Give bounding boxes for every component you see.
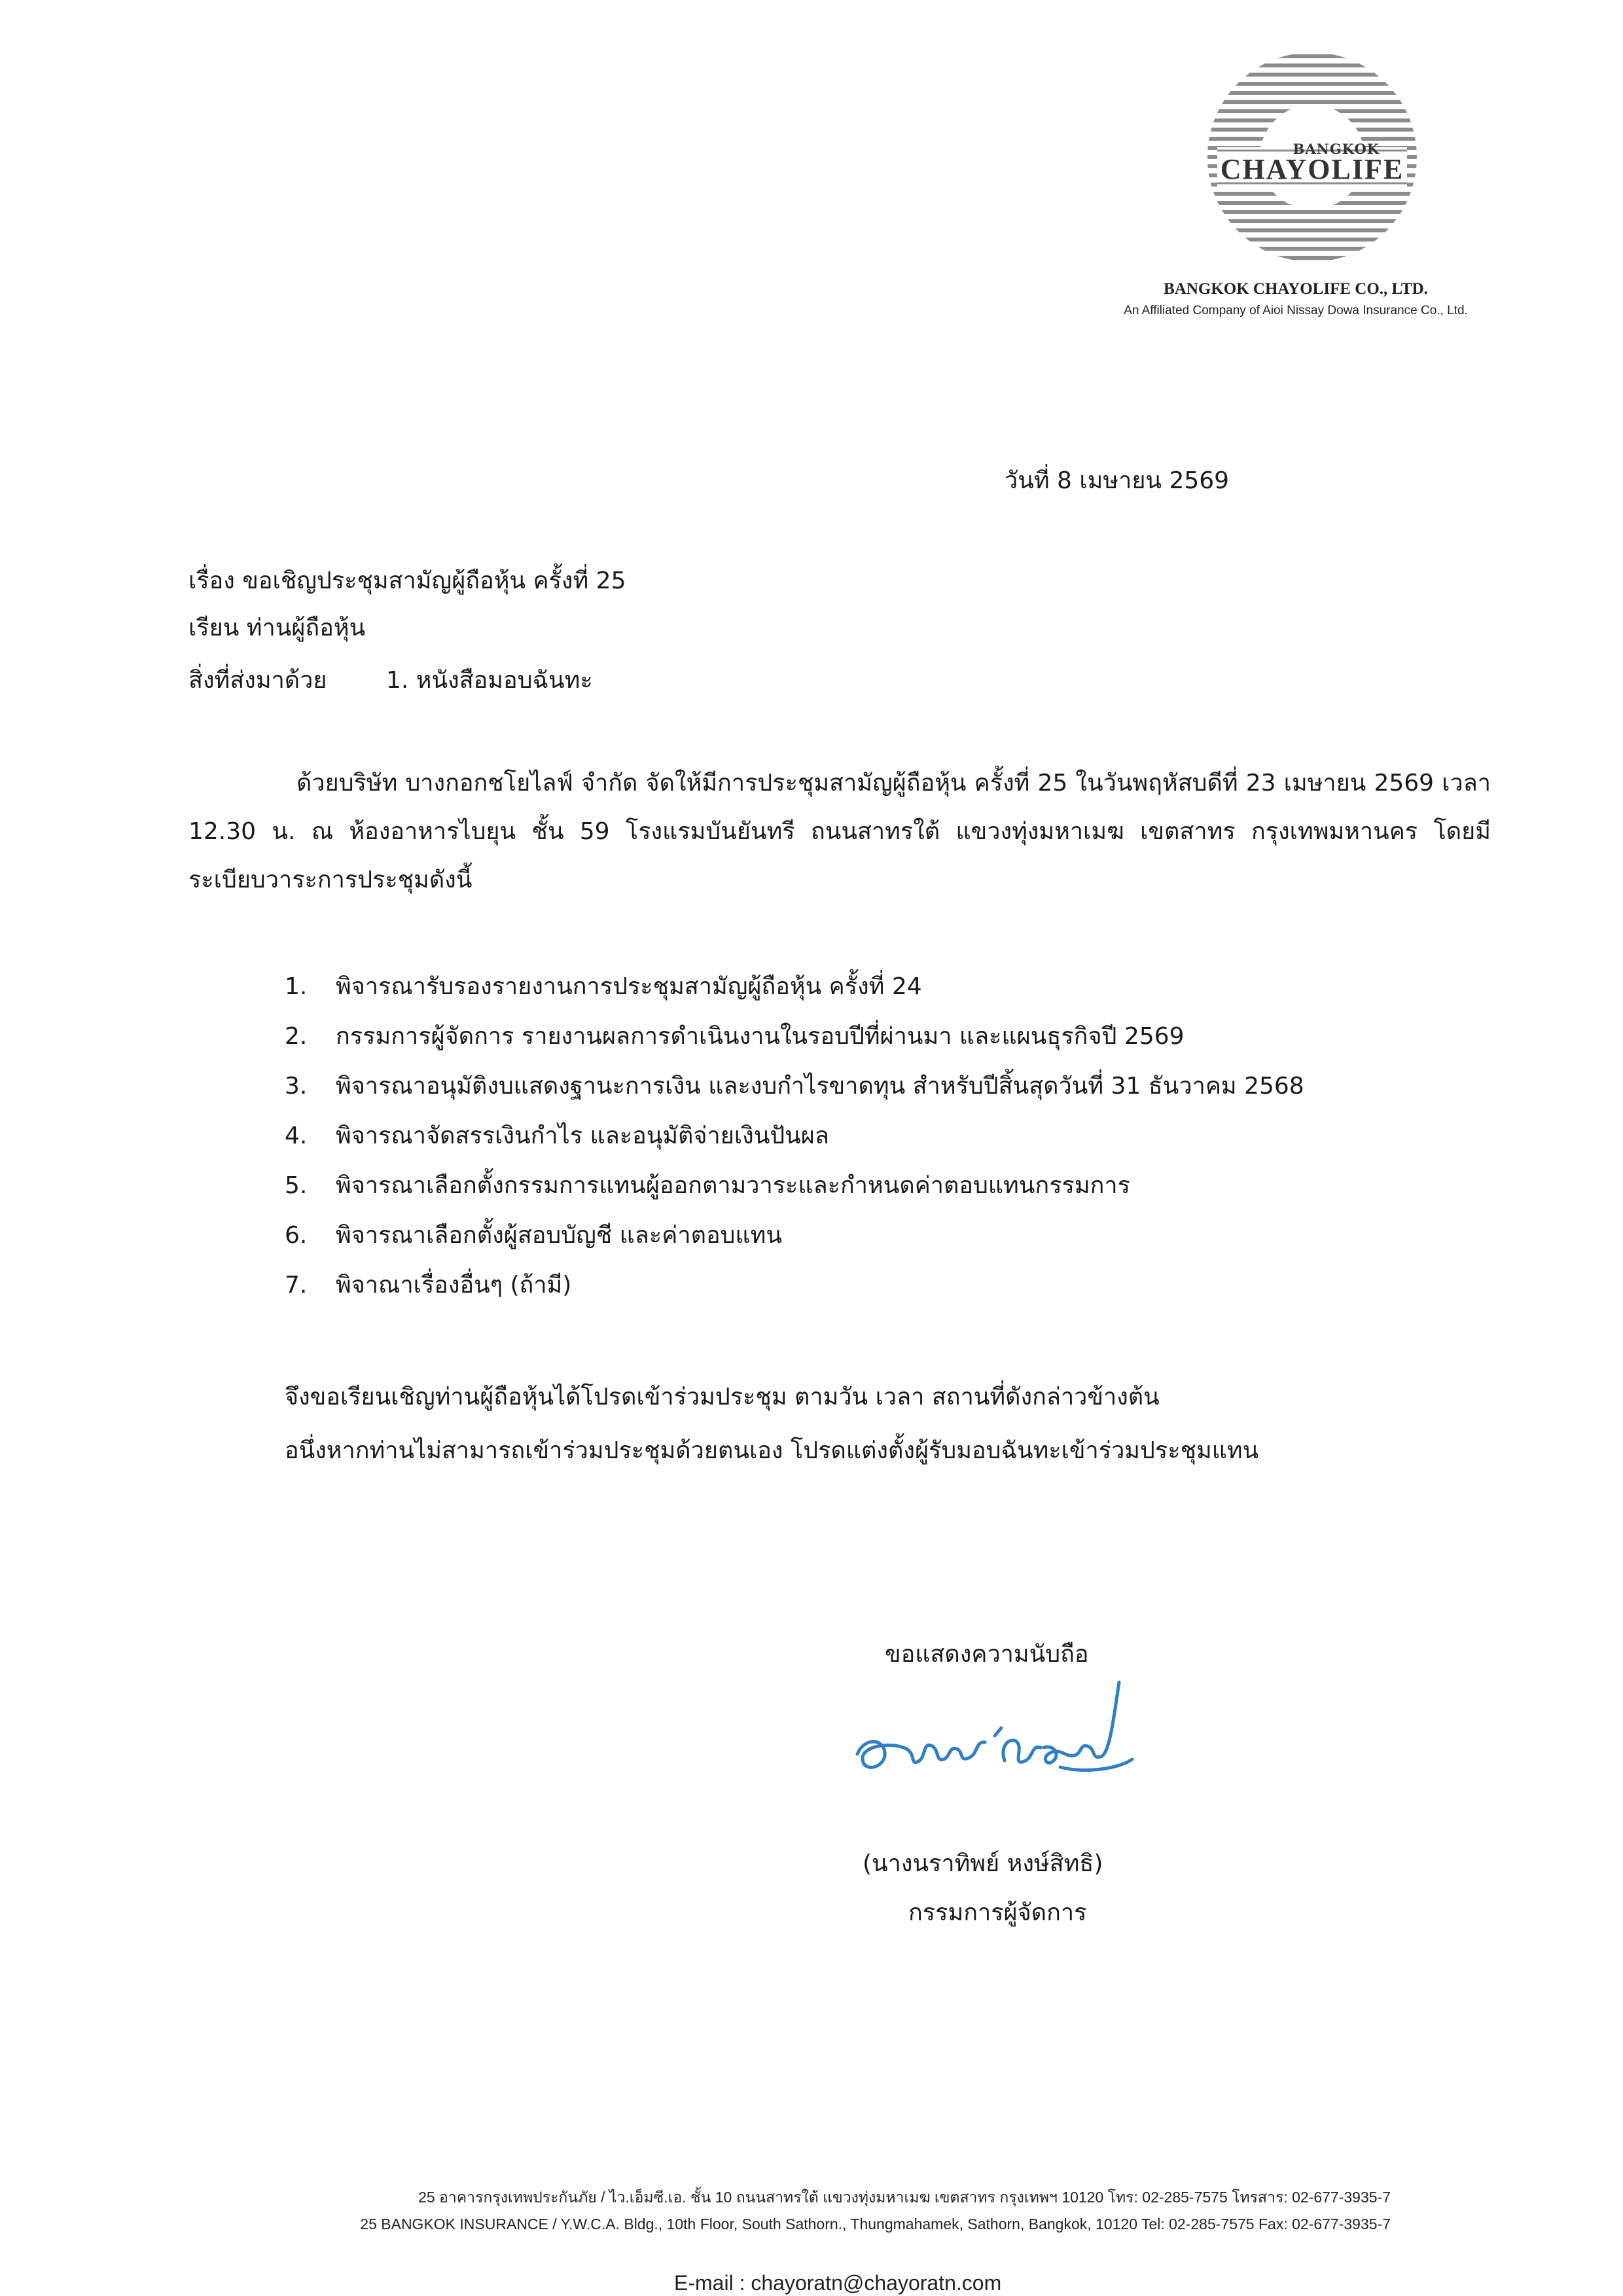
letter-subject: เรื่อง ขอเชิญประชุมสามัญผู้ถือหุ้น ครั้งที่ 25 [188, 567, 626, 594]
agenda-number: 7. [285, 1272, 308, 1299]
enclosure-item: 1. หนังสือมอบฉันทะ [386, 667, 593, 694]
agenda-text: พิจารณารับรองรายงานการประชุมสามัญผู้ถือหุ้น ครั้งที่ 24 [336, 973, 922, 1000]
enclosure-label: สิ่งที่ส่งมาด้วย [188, 667, 327, 694]
list-item [285, 1062, 1528, 1111]
company-logo [1204, 49, 1420, 265]
agenda-text: กรรมการผู้จัดการ รายงานผลการดำเนินงานในรอบปีที่ผ่านมา และแผนธุรกิจปี 2569 [336, 1023, 1185, 1050]
closing-line-2: อนึ่งหากท่านไม่สามารถเข้าร่วมประชุมด้วยตนเอง โปรดแต่งตั้งผู้รับมอบฉันทะเข้าร่วมประชุมแทน [285, 1437, 1259, 1464]
agenda-number: 5. [285, 1172, 308, 1199]
agenda-text: พิจาณาเรื่องอื่นๆ (ถ้ามี) [336, 1272, 572, 1299]
closing-line-1: จึงขอเรียนเชิญท่านผู้ถือหุ้นได้โปรดเข้าร่วมประชุม ตามวัน เวลา สถานที่ดังกล่าวข้างต้น [285, 1384, 1160, 1410]
list-item [285, 1211, 1528, 1261]
agenda-text: พิจารณาจัดสรรเงินกำไร และอนุมัติจ่ายเงินปันผล [336, 1122, 829, 1149]
agenda-number: 1. [285, 973, 308, 1000]
agenda-text: พิจารณาอนุมัติงบแสดงฐานะการเงิน และงบกำไรขาดทุน สำหรับปีสิ้นสุดวันที่ 31 ธันวาคม 2568 [336, 1073, 1304, 1100]
list-item [285, 1012, 1528, 1062]
agenda-text: พิจารณาเลือกตั้งกรรมการแทนผู้ออกตามวาระและกำหนดค่าตอบแทนกรรมการ [336, 1172, 1130, 1199]
agenda-number: 2. [285, 1023, 308, 1050]
agenda-number: 3. [285, 1073, 308, 1100]
agenda-list [285, 962, 1528, 1310]
agenda-number: 4. [285, 1122, 308, 1149]
list-item [285, 962, 1528, 1012]
signatory-name: (นางนราทิพย์ หงษ์สิทธิ) [863, 1850, 1103, 1877]
agenda-text: พิจารณาเลือกตั้งผู้สอบบัญชี และค่าตอบแทน [336, 1222, 782, 1249]
footer-address-english: 25 BANGKOK INSURANCE / Y.W.C.A. Bldg., 10th Floor, South Sathorn., Thungmahamek, Sathorn, Bangkok, 10120 Tel: 02-285-7575 Fax: 02-677-3935-7 [360, 2215, 1391, 2233]
logo-text-big: CHAYOLIFE [1220, 153, 1404, 185]
agenda-number: 6. [285, 1222, 308, 1249]
letter-addressee: เรียน ท่านผู้ถือหุ้น [188, 615, 366, 641]
signoff: ขอแสดงความนับถือ [885, 1641, 1089, 1668]
footer-email: E-mail : chayoratn@chayoratn.com [674, 2271, 1002, 2295]
handwritten-signature [844, 1676, 1145, 1806]
company-name: BANGKOK CHAYOLIFE CO., LTD. [1164, 280, 1428, 298]
logo-text-small: BANGKOK [1293, 141, 1380, 157]
footer-address-thai: 25 อาคารกรุงเทพประกันภัย / ไว.เอ็มซี.เอ. ชั้น 10 ถนนสาทรใต้ แขวงทุ่งมหาเมฆ เขตสาทร กรุงเทพฯ 10120 โทร: 02-285-7575 โทรสาร: 02-677-3935-7 [418, 2189, 1391, 2206]
list-item [285, 1161, 1528, 1211]
letter-date: วันที่ 8 เมษายน 2569 [1005, 467, 1230, 494]
body-paragraph: ด้วยบริษัท บางกอกชโยไลฟ์ จำกัด จัดให้มีการประชุมสามัญผู้ถือหุ้น ครั้งที่ 25 ในวันพฤหัสบดีที่ 23 เมษายน 2569 เวลา 12.30 น. ณ ห้องอาหารไบยุน ชั้น 59 โรงแรมบันยันทรี ถนนสาทรใต้ แขวงทุ่งมหาเมฆ เขตสาทร กรุงเทพมหานคร โดยมีระเบียบวาระการประชุมดังนี้ [188, 770, 1491, 893]
company-affiliation: An Affiliated Company of Aioi Nissay Dowa Insurance Co., Ltd. [1124, 304, 1468, 317]
list-item [285, 1261, 1528, 1310]
list-item [285, 1111, 1528, 1161]
signatory-title: กรรมการผู้จัดการ [908, 1899, 1087, 1926]
